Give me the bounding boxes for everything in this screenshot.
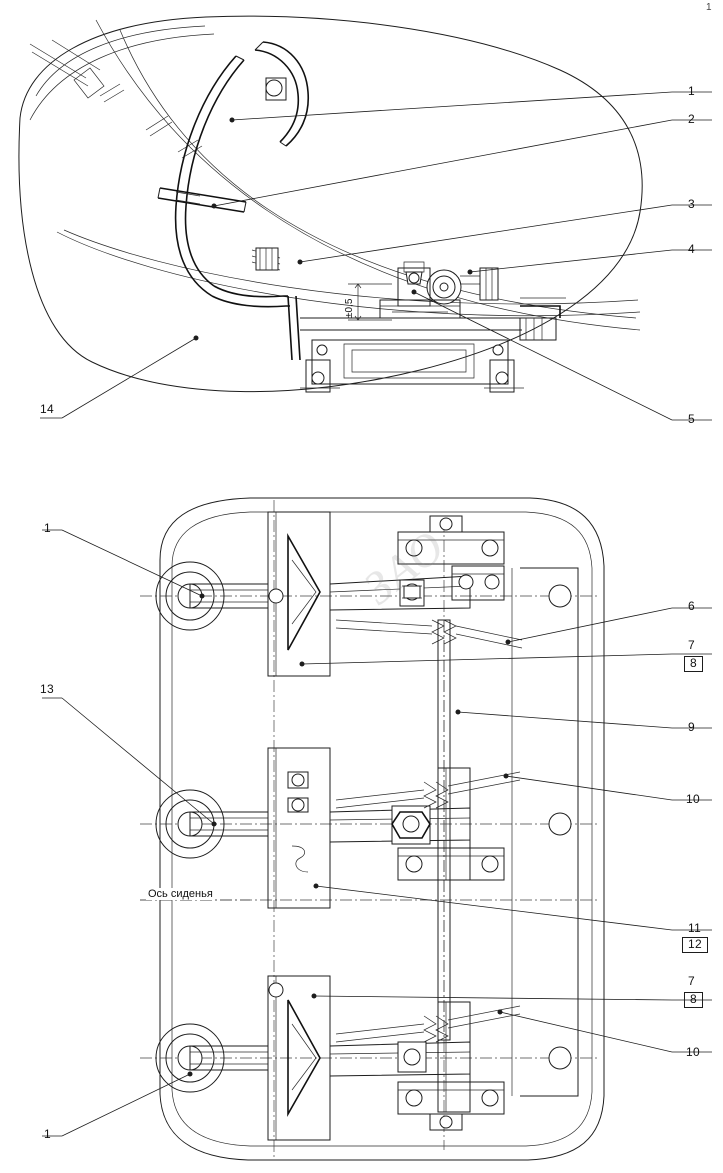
sheet-corner-mark: 1 — [706, 2, 712, 13]
callout-10-plan: 10 — [686, 792, 700, 806]
callout-10-plan-lower: 10 — [686, 1045, 700, 1059]
callout-3-top: 3 — [688, 197, 695, 211]
callout-6-plan: 6 — [688, 599, 695, 613]
callout-8-plan: 8 — [684, 656, 703, 672]
callout-7-plan: 7 — [688, 638, 695, 652]
callout-9-plan: 9 — [688, 720, 695, 734]
callout-4-top: 4 — [688, 242, 695, 256]
seat-axis-label: Ось сиденья — [148, 888, 213, 900]
callout-1-plan-bottom: 1 — [44, 1127, 51, 1141]
callout-8-plan-lower: 8 — [684, 992, 703, 1008]
tolerance-label: ±0,5 — [344, 298, 355, 318]
callout-1-plan-top: 1 — [44, 521, 51, 535]
callout-11-plan: 11 — [688, 921, 702, 935]
callout-13-plan: 13 — [40, 682, 54, 696]
callout-7-plan-lower: 7 — [688, 974, 695, 988]
plan-view-geometry — [42, 498, 712, 1160]
callout-2-top: 2 — [688, 112, 695, 126]
callout-14-top: 14 — [40, 402, 54, 416]
callout-12-plan: 12 — [682, 937, 708, 953]
side-view-geometry — [19, 16, 712, 420]
callout-1-top: 1 — [688, 84, 695, 98]
watermark: ЗАО — [353, 519, 455, 614]
callout-5-top: 5 — [688, 412, 695, 426]
